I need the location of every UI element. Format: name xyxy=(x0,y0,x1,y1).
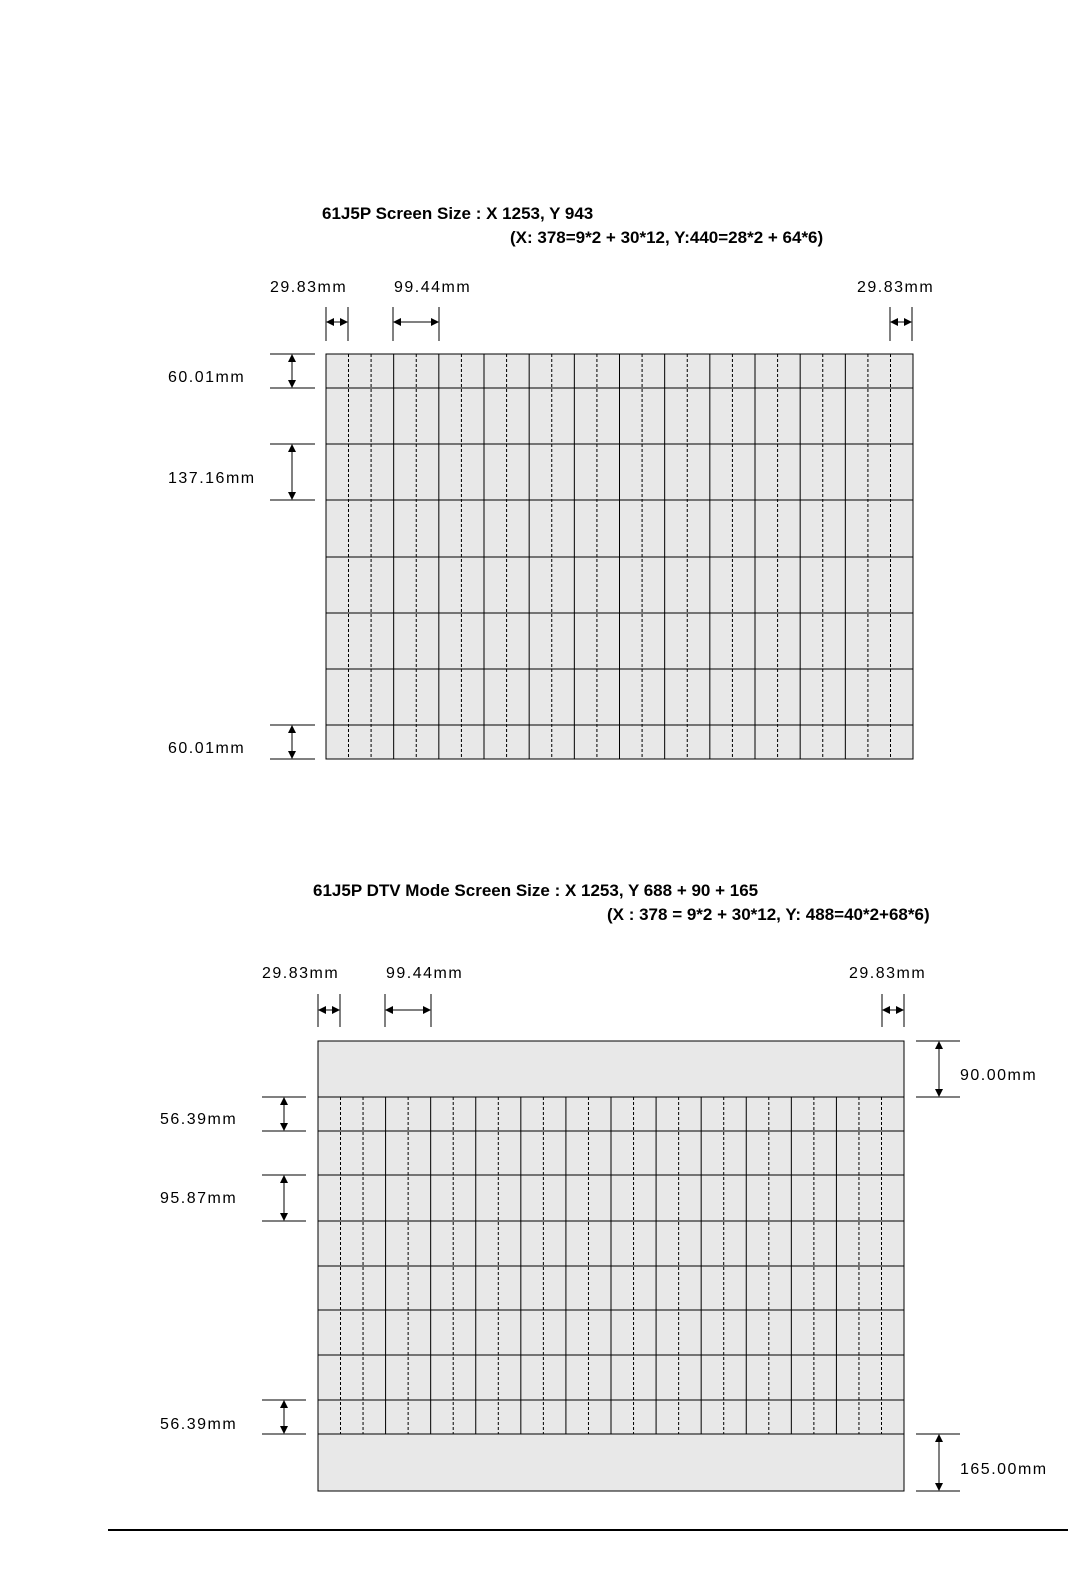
d1-right-margin-arrow xyxy=(890,307,912,341)
d2-bottom-row-label: 56.39mm xyxy=(160,1416,238,1433)
d2-row-height-label: 95.87mm xyxy=(160,1190,238,1207)
d2-right-margin-label: 29.83mm xyxy=(849,965,927,982)
d1-top-row-label: 60.01mm xyxy=(168,369,246,386)
d1-cell-width-label: 99.44mm xyxy=(394,279,472,296)
d1-left-margin-label: 29.83mm xyxy=(270,279,348,296)
d2-left-margin-label: 29.83mm xyxy=(262,965,340,982)
d1-row-height-arrow xyxy=(270,444,315,500)
d2-top-band xyxy=(318,1041,904,1097)
diagram-1 xyxy=(168,204,934,759)
d2-row-height-arrow xyxy=(262,1175,306,1221)
d1-bottom-row-arrow xyxy=(270,725,315,759)
d2-left-margin-arrow xyxy=(318,994,340,1027)
d2-cell-width-label: 99.44mm xyxy=(386,965,464,982)
d1-top-row-arrow xyxy=(270,354,315,388)
d1-left-margin-arrow xyxy=(326,307,348,341)
d2-bottom-band-label: 165.00mm xyxy=(960,1461,1048,1478)
diagram-2-title: 61J5P DTV Mode Screen Size : X 1253, Y 688 + 90 + 165 xyxy=(313,881,759,900)
d2-bottom-band xyxy=(318,1434,904,1491)
diagram-1-subtitle: (X: 378=9*2 + 30*12, Y:440=28*2 + 64*6) xyxy=(510,228,824,247)
d2-bottom-band-arrow xyxy=(916,1434,960,1491)
d2-bottom-row-arrow xyxy=(262,1400,306,1434)
d1-cell-width-arrow xyxy=(393,307,439,341)
d1-row-height-label: 137.16mm xyxy=(168,470,256,487)
d2-screen-grid xyxy=(318,1041,904,1491)
diagram-1-title: 61J5P Screen Size : X 1253, Y 943 xyxy=(322,204,594,223)
d2-cell-width-arrow xyxy=(385,994,431,1027)
d2-top-band-arrow xyxy=(916,1041,960,1097)
diagram-2-subtitle: (X : 378 = 9*2 + 30*12, Y: 488=40*2+68*6) xyxy=(607,905,930,924)
d2-top-row-label: 56.39mm xyxy=(160,1111,238,1128)
diagram-2 xyxy=(160,881,1048,1491)
d1-bottom-row-label: 60.01mm xyxy=(168,740,246,757)
d1-right-margin-label: 29.83mm xyxy=(857,279,935,296)
d2-right-margin-arrow xyxy=(882,994,904,1027)
d2-top-row-arrow xyxy=(262,1097,306,1131)
d1-screen-grid xyxy=(326,354,913,759)
d2-top-band-label: 90.00mm xyxy=(960,1067,1038,1084)
